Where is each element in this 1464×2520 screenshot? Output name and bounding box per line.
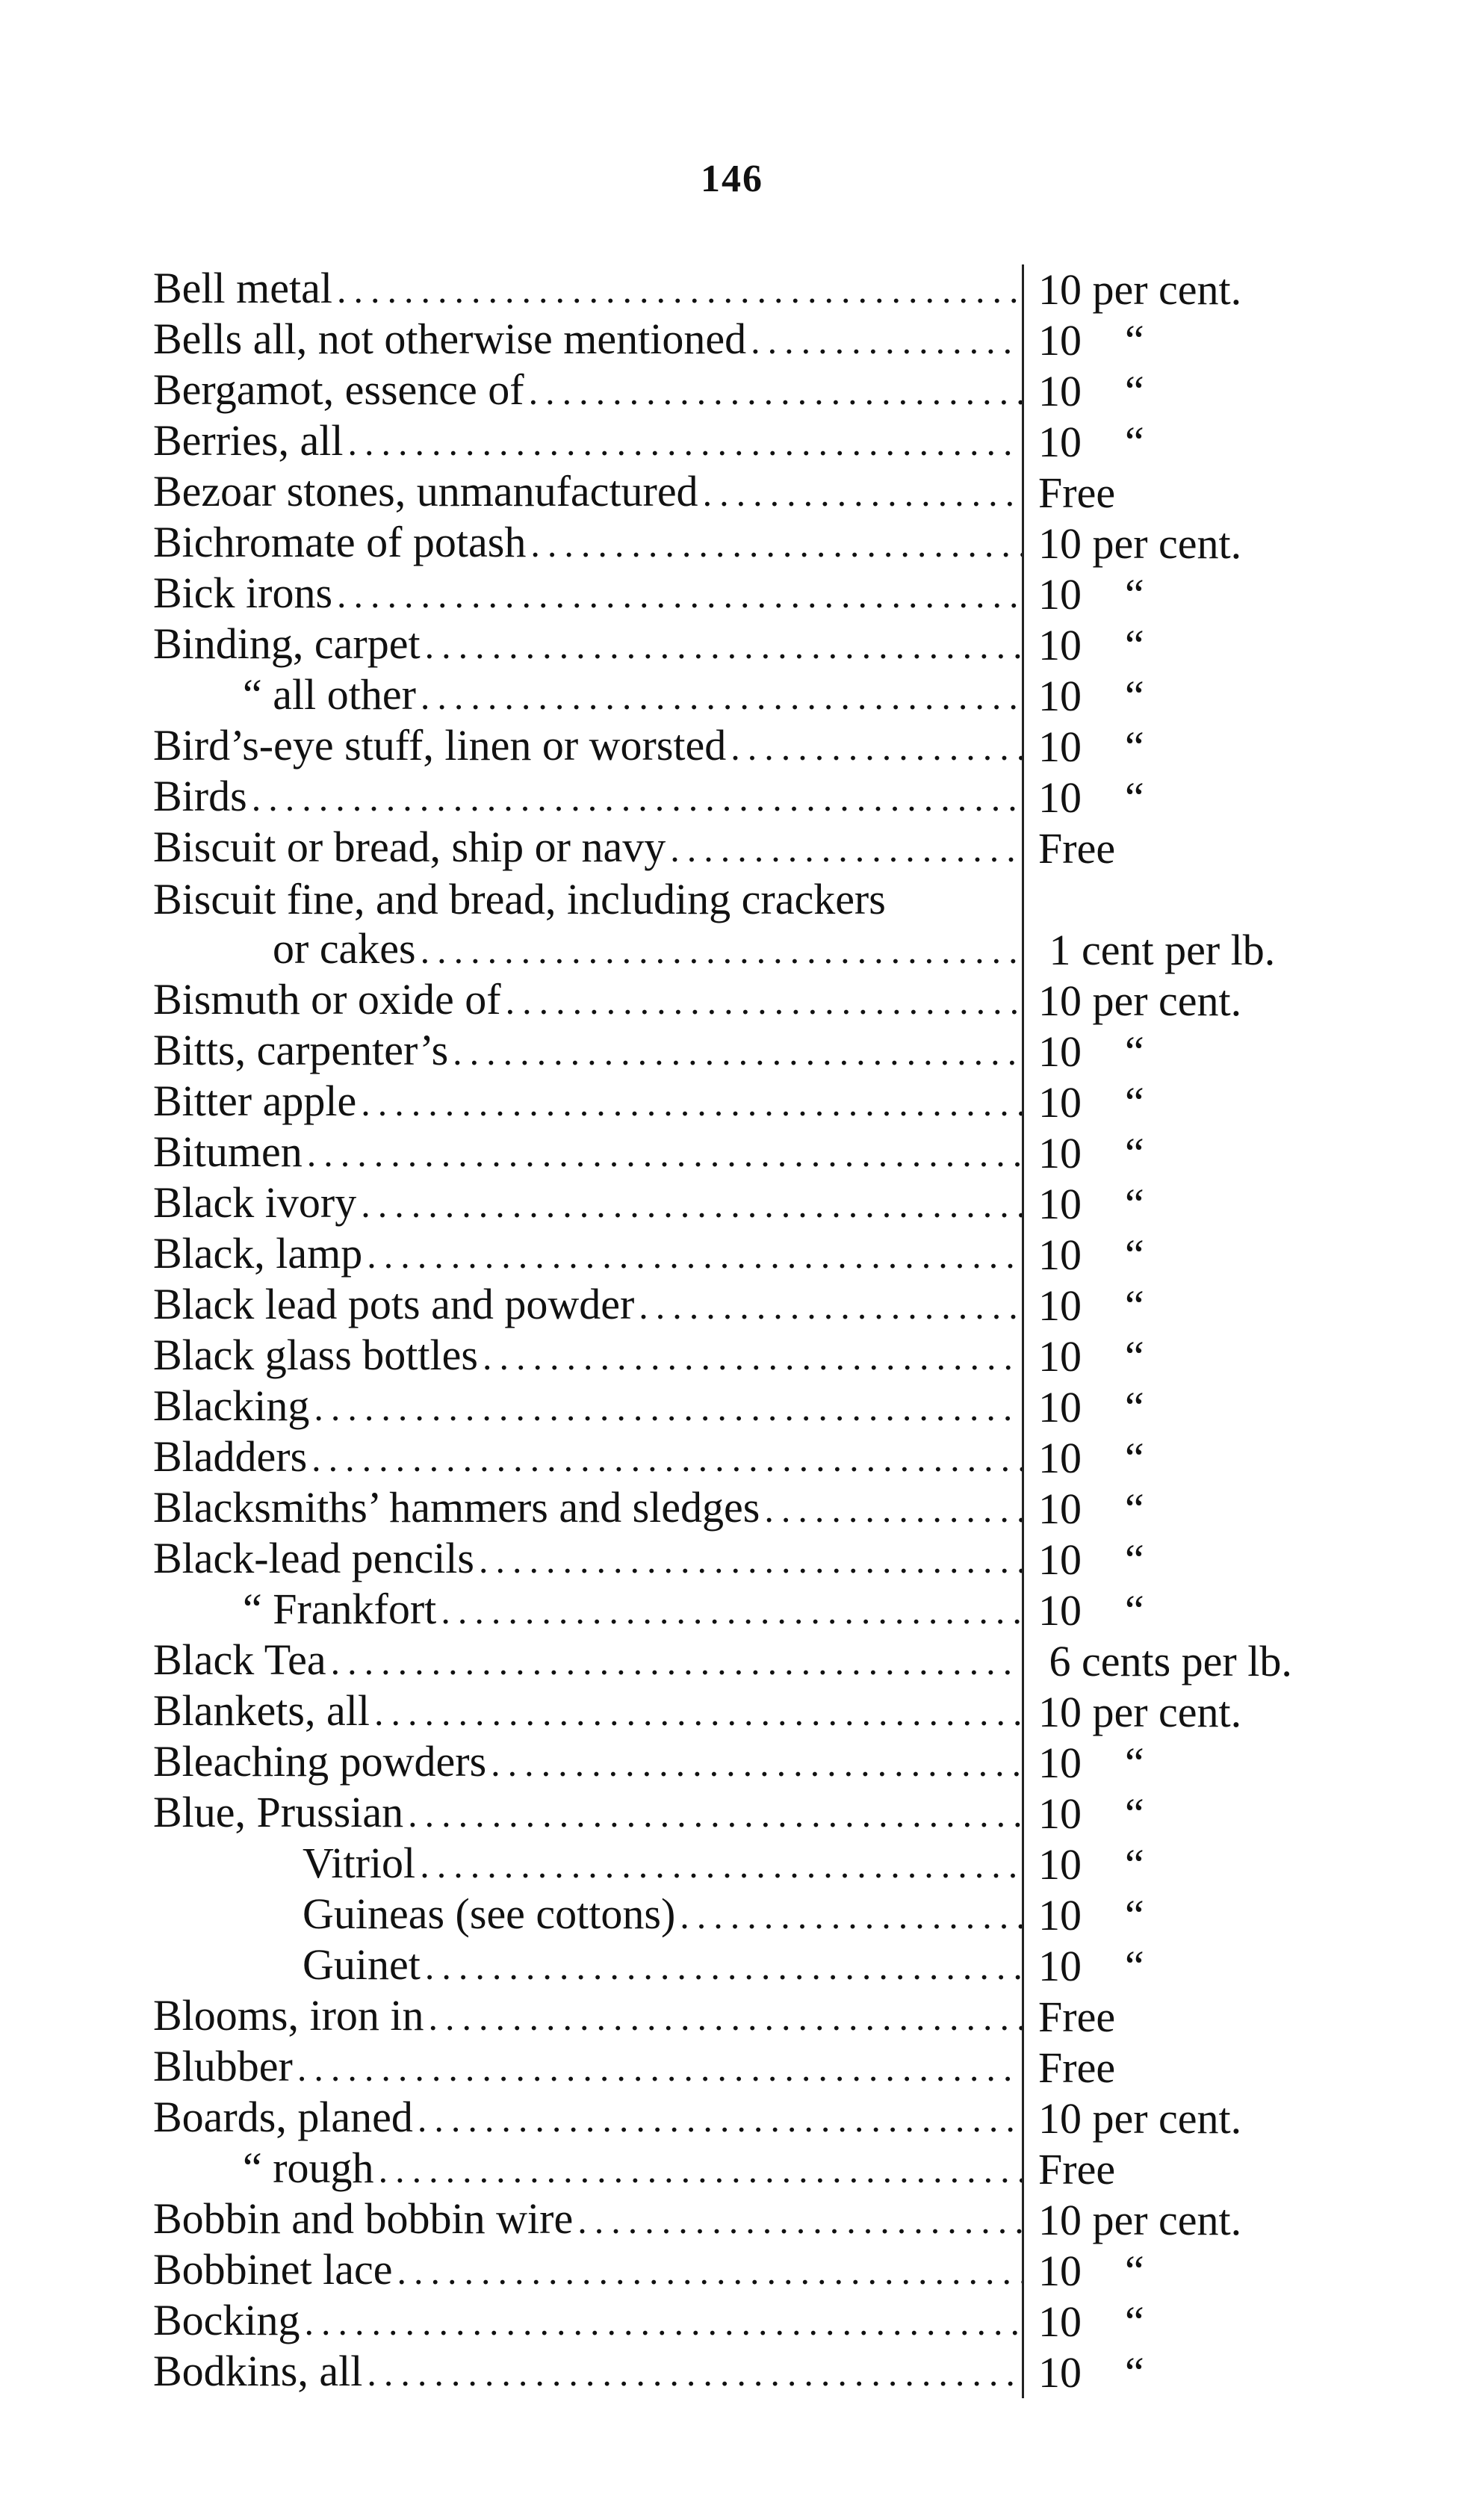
item-name: Bodkins, all <box>153 2347 363 2395</box>
item-name: Guineas (see cottons) <box>303 1889 676 1938</box>
item-name: Blankets, all <box>153 1686 370 1735</box>
dot-leader <box>413 2093 1022 2144</box>
item-name: Black glass bottles <box>153 1331 478 1379</box>
item-name: Black lead pots and powder <box>153 1280 635 1328</box>
tariff-row <box>153 264 1348 315</box>
item-cell <box>153 2244 1022 2297</box>
dot-leader <box>424 1992 1022 2043</box>
tariff-row <box>153 2246 1348 2297</box>
tariff-row <box>153 1992 1348 2043</box>
item-cell <box>153 314 1022 366</box>
item-name: Bird’s-eye stuff, linen or worsted <box>153 721 727 770</box>
dot-leader <box>300 2297 1022 2347</box>
tariff-row <box>153 976 1348 1027</box>
duty-rate: Free <box>1038 824 1116 873</box>
item-cell <box>153 517 1022 569</box>
item-name: Bick irons <box>153 569 333 617</box>
item-name: Black ivory <box>153 1178 357 1227</box>
dot-leader <box>332 264 1022 315</box>
dot-leader <box>326 1636 1022 1687</box>
item-cell <box>153 1584 1022 1636</box>
dot-leader <box>303 1128 1022 1179</box>
duty-rate: 10 per cent. <box>1038 2196 1242 2244</box>
dot-leader <box>634 1281 1022 1331</box>
duty-rate: 10 “ <box>1038 2247 1144 2295</box>
tariff-row <box>153 569 1348 620</box>
item-cell <box>153 1533 1022 1585</box>
dot-leader <box>501 976 1022 1027</box>
item-cell <box>153 263 1022 315</box>
item-cell <box>153 1685 1022 1738</box>
dot-leader <box>436 1585 1022 1636</box>
duty-rate: 10 “ <box>1038 1586 1144 1635</box>
item-name: Bitts, carpenter’s <box>153 1026 449 1074</box>
item-name: Binding, carpet <box>153 619 421 668</box>
dot-leader <box>573 2195 1022 2246</box>
duty-rate: 10 “ <box>1038 2348 1144 2397</box>
item-cell <box>153 1228 1022 1281</box>
item-cell <box>153 1482 1022 1535</box>
tariff-row <box>153 1077 1348 1128</box>
item-name: Guinet <box>303 1940 421 1989</box>
tariff-row <box>153 1890 1348 1941</box>
tariff-row <box>153 1738 1348 1789</box>
item-cell <box>153 1381 1022 1433</box>
item-name: Berries, all <box>153 416 344 465</box>
page-number: 146 <box>701 158 763 200</box>
tariff-table <box>153 264 1348 2398</box>
dot-leader <box>675 1890 1022 1941</box>
item-cell <box>153 771 1022 823</box>
item-name: Boards, planed <box>153 2093 413 2141</box>
duty-rate: 10 “ <box>1038 1281 1144 1330</box>
duty-rate: 1 cent per lb. <box>1038 926 1276 974</box>
item-name: Blacking <box>153 1381 310 1430</box>
item-name: Bitter apple <box>153 1077 357 1125</box>
tariff-row <box>153 468 1348 518</box>
item-name: Bichromate of potash <box>153 518 527 566</box>
duty-rate: 10 “ <box>1038 418 1144 466</box>
tariff-row <box>153 1027 1348 1077</box>
dot-leader <box>356 1179 1022 1230</box>
duty-rate: 10 “ <box>1038 1129 1144 1177</box>
tariff-row <box>153 366 1348 417</box>
duty-rate: 10 “ <box>1038 672 1144 720</box>
dot-leader <box>474 1535 1022 1585</box>
item-name: Bladders <box>153 1432 308 1481</box>
dot-leader <box>526 518 1022 569</box>
tariff-row <box>153 2297 1348 2347</box>
tariff-row <box>153 1179 1348 1230</box>
dot-leader <box>421 1941 1022 1992</box>
item-name: Bell metal <box>153 264 332 312</box>
tariff-row <box>153 722 1348 773</box>
tariff-row <box>153 1585 1348 1636</box>
item-cell <box>153 2194 1022 2246</box>
dot-leader <box>698 468 1022 518</box>
dot-leader <box>370 1687 1022 1738</box>
item-name: “ Frankfort <box>243 1585 437 1633</box>
duty-rate: 10 “ <box>1038 1535 1144 1584</box>
item-cell <box>153 2295 1022 2347</box>
tariff-row <box>153 1941 1348 1992</box>
tariff-row <box>153 1789 1348 1839</box>
tariff-row <box>153 823 1348 874</box>
tariff-row <box>153 1433 1348 1484</box>
duty-rate: 10 per cent. <box>1038 976 1242 1025</box>
dot-leader <box>332 569 1022 620</box>
tariff-row <box>153 2043 1348 2093</box>
tariff-row <box>153 1535 1348 1585</box>
item-name: or cakes <box>273 924 416 973</box>
item-cell <box>153 1279 1022 1331</box>
item-cell <box>153 1990 1022 2043</box>
item-cell <box>153 974 1022 1027</box>
duty-rate: 10 “ <box>1038 1383 1144 1431</box>
tariff-row <box>153 1230 1348 1281</box>
tariff-row <box>153 1281 1348 1331</box>
item-name: Blacksmiths’ hammers and sledges <box>153 1483 760 1532</box>
item-cell <box>153 1076 1022 1128</box>
duty-rate: 10 “ <box>1038 722 1144 771</box>
duty-rate: 10 “ <box>1038 773 1144 822</box>
item-name: “ all other <box>243 670 416 719</box>
item-cell <box>153 1635 1022 1687</box>
item-cell <box>153 1889 1022 1941</box>
dot-leader <box>416 925 1022 976</box>
duty-rate: 10 “ <box>1038 367 1144 415</box>
item-name: Bismuth or oxide of <box>153 975 501 1024</box>
tariff-row <box>153 1128 1348 1179</box>
item-cell <box>153 1127 1022 1179</box>
item-name: Bergamot, essence of <box>153 365 524 414</box>
duty-rate: 10 “ <box>1038 1230 1144 1279</box>
duty-rate: 10 “ <box>1038 1942 1144 1990</box>
tariff-row <box>153 1484 1348 1535</box>
duty-rate: 6 cents per lb. <box>1038 1637 1292 1685</box>
duty-rate: 10 “ <box>1038 1434 1144 1482</box>
dot-leader <box>362 2347 1022 2398</box>
item-cell <box>153 365 1022 417</box>
item-cell <box>153 1431 1022 1484</box>
duty-rate: 10 “ <box>1038 1840 1144 1889</box>
dot-leader <box>421 620 1022 671</box>
dot-leader <box>746 315 1022 366</box>
item-cell <box>153 923 1022 976</box>
tariff-row <box>153 620 1348 671</box>
dot-leader <box>247 773 1022 823</box>
tariff-row <box>153 315 1348 366</box>
dot-leader <box>374 2144 1022 2195</box>
tariff-row <box>153 2093 1348 2144</box>
item-name: Black, lamp <box>153 1229 363 1278</box>
item-cell <box>153 669 1022 722</box>
item-name: Birds <box>153 772 247 820</box>
dot-leader <box>403 1789 1022 1839</box>
tariff-row <box>153 1839 1348 1890</box>
item-name: Bocking <box>153 2296 300 2344</box>
tariff-row <box>153 874 1348 925</box>
item-name: Bobbin and bobbin wire <box>153 2194 574 2243</box>
tariff-row <box>153 1636 1348 1687</box>
dot-leader <box>524 366 1022 417</box>
tariff-row <box>153 2347 1348 2398</box>
item-name: Biscuit or bread, ship or navy <box>153 823 666 871</box>
item-name: “ rough <box>243 2143 374 2192</box>
duty-rate: 10 “ <box>1038 1789 1144 1838</box>
item-cell <box>153 619 1022 671</box>
duty-rate: Free <box>1038 2043 1116 2092</box>
item-name: Black-lead pencils <box>153 1534 474 1582</box>
dot-leader <box>726 722 1022 773</box>
duty-rate: 10 per cent. <box>1038 2094 1242 2143</box>
item-cell <box>153 466 1022 518</box>
item-cell <box>153 1736 1022 1789</box>
tariff-row <box>153 925 1348 976</box>
item-cell <box>153 2346 1022 2398</box>
dot-leader <box>293 2043 1022 2093</box>
tariff-row <box>153 2144 1348 2195</box>
item-name: Bleaching powders <box>153 1737 487 1786</box>
item-cell <box>153 2092 1022 2144</box>
dot-leader <box>478 1331 1022 1382</box>
dot-leader <box>343 417 1022 468</box>
dot-leader <box>486 1738 1022 1789</box>
item-name: Blooms, iron in <box>153 1991 424 2040</box>
dot-leader <box>309 1382 1022 1433</box>
tariff-row <box>153 417 1348 468</box>
duty-rate: 10 “ <box>1038 1027 1144 1076</box>
item-cell <box>153 822 1022 874</box>
item-name: Vitriol <box>303 1839 416 1887</box>
dot-leader <box>307 1433 1022 1484</box>
item-cell <box>153 1025 1022 1077</box>
item-name: Blue, Prussian <box>153 1788 404 1836</box>
duty-rate: 10 “ <box>1038 2297 1144 2346</box>
item-cell <box>153 415 1022 468</box>
item-name: Bezoar stones, unmanufactured <box>153 467 698 516</box>
item-name: Bitumen <box>153 1127 303 1176</box>
duty-rate: Free <box>1038 468 1116 517</box>
duty-rate: 10 per cent. <box>1038 1688 1242 1736</box>
tariff-row <box>153 1382 1348 1433</box>
duty-rate: Free <box>1038 2145 1116 2194</box>
item-cell <box>153 2143 1022 2195</box>
tariff-row <box>153 518 1348 569</box>
dot-leader <box>448 1027 1022 1077</box>
item-cell <box>153 1838 1022 1890</box>
duty-rate: 10 “ <box>1038 1078 1144 1127</box>
item-name: Biscuit fine, and bread, including crackers <box>153 875 886 923</box>
dot-leader <box>415 1839 1022 1890</box>
item-name: Bells all, not otherwise mentioned <box>153 315 747 363</box>
item-name: Black Tea <box>153 1635 326 1684</box>
item-cell <box>153 1787 1022 1839</box>
duty-rate: 10 “ <box>1038 570 1144 619</box>
item-cell <box>153 2041 1022 2093</box>
item-cell <box>153 1939 1022 1992</box>
duty-rate: 10 “ <box>1038 1739 1144 1787</box>
duty-rate: 10 “ <box>1038 1485 1144 1533</box>
dot-leader <box>666 823 1022 874</box>
dot-leader <box>760 1484 1022 1535</box>
dot-leader <box>362 1230 1022 1281</box>
dot-leader <box>393 2246 1022 2297</box>
tariff-row <box>153 1687 1348 1738</box>
duty-rate: 10 “ <box>1038 316 1144 365</box>
item-cell <box>153 874 1022 925</box>
dot-leader <box>356 1077 1022 1128</box>
item-name: Blubber <box>153 2042 293 2090</box>
item-name: Bobbinet lace <box>153 2245 393 2294</box>
duty-rate: 10 per cent. <box>1038 519 1242 568</box>
tariff-row <box>153 773 1348 823</box>
item-cell <box>153 568 1022 620</box>
dot-leader <box>416 671 1022 722</box>
item-cell <box>153 1177 1022 1230</box>
duty-rate: 10 “ <box>1038 621 1144 669</box>
duty-rate: 10 “ <box>1038 1891 1144 1939</box>
duty-rate: 10 “ <box>1038 1180 1144 1228</box>
tariff-row <box>153 1331 1348 1382</box>
item-cell <box>153 720 1022 773</box>
tariff-row <box>153 671 1348 722</box>
tariff-row <box>153 2195 1348 2246</box>
duty-rate: 10 “ <box>1038 1332 1144 1381</box>
duty-rate: Free <box>1038 1993 1116 2041</box>
item-cell <box>153 1330 1022 1382</box>
duty-rate: 10 per cent. <box>1038 265 1242 314</box>
